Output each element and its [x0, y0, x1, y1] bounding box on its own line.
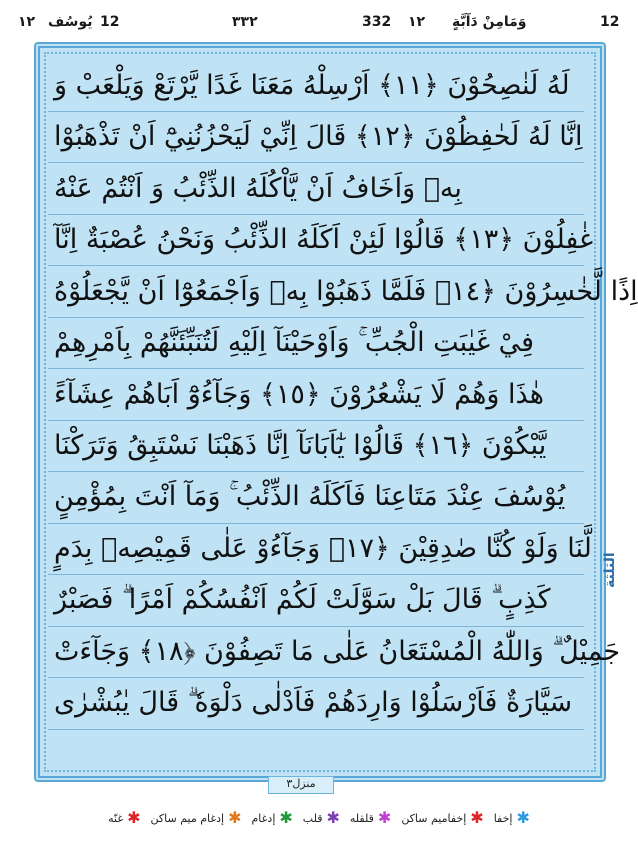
surah-number-left: 12 [100, 14, 120, 30]
text-line: فِيْ غَيٰبَتِ الْجُبِّ ۚ وَاَوْحَيْنَآ اِلَيْهِ لَتُنَبِّئَنَّهُمْ بِاَمْرِهِمْ [48, 318, 584, 370]
star-icon: ✱ [228, 808, 242, 827]
text-line: يُوْسُفَ عِنْدَ مَتَاعِنَا فَاَكَلَهُ الذِّئْبُ ۚ وَمَآ اَنْتَ بِمُؤْمِنٍ [48, 472, 584, 524]
star-icon: ✱ [127, 808, 141, 827]
text-line: يَّبْكُوْنَ ﴿١٦﴾ قَالُوْا يٰٓاَبَانَآ اِنَّا ذَهَبْنَا نَسْتَبِقُ وَتَرَكْنَا [48, 421, 584, 473]
legend-item [108, 810, 140, 826]
side-label: الثلثة [602, 552, 618, 588]
page-number-urdu: ۳۳۲ [232, 14, 258, 30]
juz-number-right: 12 [600, 14, 620, 30]
star-icon: ✱ [516, 808, 530, 827]
legend-label: غنّه [108, 811, 124, 825]
legend-item [151, 810, 242, 826]
legend-item [494, 810, 530, 826]
text-line: كَذِبٍ ۗ قَالَ بَلْ سَوَّلَتْ لَكُمْ اَنْفُسُكُمْ اَمْرًا ۗ فَصَبْرٌ [48, 575, 584, 627]
text-line: غٰفِلُوْنَ ﴿١٣﴾ قَالُوْا لَئِنْ اَكَلَهُ الذِّئْبُ وَنَحْنُ عُصْبَةٌ اِنَّآ [48, 215, 584, 267]
text-line: اِنَّا لَهُ لَحٰفِظُوْنَ ﴿١٢﴾ قَالَ اِنِّيْ لَيَحْزُنُنِيْٓ اَنْ تَذْهَبُوْا [48, 112, 584, 164]
star-icon: ✱ [377, 808, 392, 827]
star-icon: ✱ [326, 808, 340, 827]
legend-item [401, 810, 483, 826]
legend-item [350, 810, 391, 826]
legend-label: قلب [302, 811, 323, 825]
text-line: سَيَّارَةٌ فَاَرْسَلُوْا وَارِدَهُمْ فَاَدْلٰى دَلْوَهٗ ۗ قَالَ يٰبُشْرٰى [48, 678, 584, 730]
tajweed-legend [0, 800, 638, 836]
juz-name-right: وَمَامِنْ دَآبَّةٍ [452, 14, 527, 30]
page-header [0, 0, 638, 40]
legend-label: إدغام ميم ساكن [150, 811, 225, 825]
legend-label: إخفاميم ساكن [401, 811, 467, 825]
surah-name-left: يُوسُف [48, 14, 93, 30]
legend-label: إدغام [251, 811, 276, 825]
juz-urdu-right: ۱۲ [408, 14, 426, 30]
page-number: 332 [362, 14, 392, 30]
manzil-label: منزل٣ [268, 776, 334, 794]
legend-item [252, 810, 293, 826]
surah-number-urdu-left: ۱۲ [18, 14, 36, 30]
text-line: لَّنَا وَلَوْ كُنَّا صٰدِقِيْنَ ﴿١٧﴾ وَجَآءُوْ عَلٰى قَمِيْصِهٖ بِدَمٍ [48, 524, 584, 576]
text-line: لَهُ لَنٰصِحُوْنَ ﴿١١﴾ اَرْسِلْهُ مَعَنَا غَدًا يَّرْتَعْ وَيَلْعَبْ وَ [48, 60, 584, 112]
text-line: اِذًا لَّخٰسِرُوْنَ ﴿١٤﴾ فَلَمَّا ذَهَبُوْا بِهٖ وَاَجْمَعُوْٓا اَنْ يَّجْعَلُوْهُ [48, 266, 584, 318]
text-line: هٰذَا وَهُمْ لَا يَشْعُرُوْنَ ﴿١٥﴾ وَجَآءُوْٓ اَبَاهُمْ عِشَآءً [48, 369, 584, 421]
star-icon: ✱ [470, 808, 484, 827]
star-icon: ✱ [279, 808, 293, 827]
legend-item [303, 810, 340, 826]
text-line: بِهٖ وَاَخَافُ اَنْ يَّاْكُلَهُ الذِّئْبُ وَ اَنْتُمْ عَنْهُ [48, 163, 584, 215]
legend-label: قلقله [349, 811, 374, 825]
text-line: جَمِيْلٌ ۗ وَاللّٰهُ الْمُسْتَعَانُ عَلٰى مَا تَصِفُوْنَ ﴿١٨﴾ وَجَآءَتْ [48, 627, 584, 679]
legend-label: إخفا [493, 811, 513, 825]
